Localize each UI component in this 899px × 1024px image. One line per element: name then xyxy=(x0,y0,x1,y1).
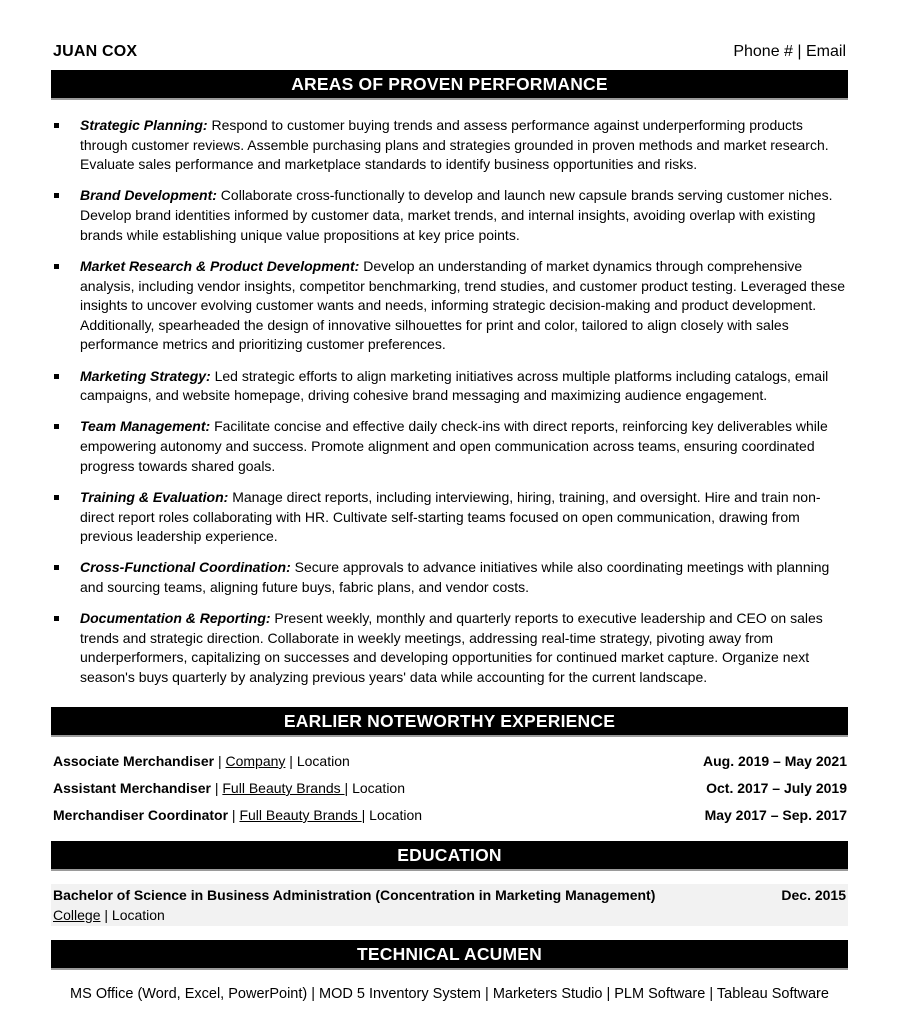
job-title: Merchandiser Coordinator xyxy=(53,807,229,823)
experience-row: Merchandiser Coordinator | Full Beauty Brands | Location May 2017 – Sep. 2017 xyxy=(53,807,847,823)
area-text: Develop an understanding of market dynamics through comprehensive analysis, including vendor insights, competitor benchmarking, trend studies, and customer product testing. Leveraged these insights to uncover evolving customer wants and needs, informing strategic decision-making and product development. Additionally, spearheaded the design of innovative silhouettes for print and color, tailored to align closely with sales performance metrics and prioritizing customer preferences. xyxy=(80,257,845,353)
list-item xyxy=(53,257,849,355)
header xyxy=(53,43,846,65)
area-text: Collaborate cross-functionally to develop and launch new capsule brands serving customer niches. Develop brand identities informed by customer data, market trends, and internal insights, avoiding overlap with existing brands while establishing unique value propositions at key price points. xyxy=(80,187,833,243)
candidate-name: JUAN COX xyxy=(53,43,138,60)
area-label: Cross-Functional Coordination: xyxy=(80,559,291,576)
area-text: Led strategic efforts to align marketing initiatives across multiple platforms including catalogs, email campaigns, and website homepage, driving cohesive brand messaging and maximizing audience engagement. xyxy=(80,367,829,404)
list-item xyxy=(53,367,849,406)
area-text: Secure approvals to advance initiatives while also coordinating meetings with planning and sourcing teams, aligning future buys, fabric plans, and vendor costs. xyxy=(80,559,830,595)
area-label: Training & Evaluation: xyxy=(80,488,229,505)
experience-list xyxy=(53,752,847,833)
list-item xyxy=(53,609,849,687)
section-heading-experience: EARLIER NOTEWORTHY EXPERIENCE xyxy=(51,707,848,737)
job-dates: Oct. 2017 – July 2019 xyxy=(706,780,847,796)
area-label: Market Research & Product Development: xyxy=(80,257,360,274)
bullet-square-icon xyxy=(54,424,59,429)
job-dates: May 2017 – Sep. 2017 xyxy=(704,807,847,823)
company-link[interactable]: Full Beauty Brands xyxy=(239,807,362,823)
area-text: Present weekly, monthly and quarterly reports to executive leadership and CEO on sales trends and strategic direction. Collaborate in weekly meetings, addressing real-time strategy, pivoting away from underperformers, capitalizing on successes and developing opportunities for continued market capture. Organize next season's buys quarterly by analyzing previous years' data while accounting for the current landscape. xyxy=(80,610,823,686)
contact-info: Phone # | Email xyxy=(733,43,846,60)
degree: Bachelor of Science in Business Administration (Concentration in Marketing Management) xyxy=(53,887,656,903)
area-label: Brand Development: xyxy=(80,187,217,204)
technical-skills: MS Office (Word, Excel, PowerPoint) | MOD 5 Inventory System | Marketers Studio | PLM Software | Tableau Software xyxy=(70,986,829,1002)
job-title: Associate Merchandiser xyxy=(53,753,215,769)
bullet-square-icon xyxy=(54,374,59,379)
bullet-square-icon xyxy=(54,123,59,128)
company-link[interactable]: Full Beauty Brands xyxy=(222,780,345,796)
school-link[interactable]: College xyxy=(53,907,101,923)
area-text: Manage direct reports, including interviewing, hiring, training, and oversight. Hire and train non-direct report roles collaborating with HR. Cultivate self-starting teams focused on open communication, drawing from previous leadership experience. xyxy=(80,488,821,545)
section-heading-technical: TECHNICAL ACUMEN xyxy=(51,940,848,970)
area-label: Team Management: xyxy=(80,418,211,435)
education-entry: Bachelor of Science in Business Administration (Concentration in Marketing Management) Dec. 2015 College | Location xyxy=(51,884,848,926)
list-item xyxy=(53,488,849,547)
section-heading-education: EDUCATION xyxy=(51,841,848,871)
job-location: Location xyxy=(352,780,406,796)
job-dates: Aug. 2019 – May 2021 xyxy=(703,753,847,769)
job-location: Location xyxy=(296,753,350,769)
section-heading-areas: AREAS OF PROVEN PERFORMANCE xyxy=(51,70,848,100)
list-item xyxy=(53,417,849,476)
job-title: Assistant Merchandiser xyxy=(53,780,211,796)
areas-list xyxy=(53,116,849,699)
list-item xyxy=(53,116,849,175)
graduation-date: Dec. 2015 xyxy=(781,887,846,903)
area-label: Strategic Planning: xyxy=(80,117,208,133)
experience-row: Assistant Merchandiser | Full Beauty Brands | Location Oct. 2017 – July 2019 xyxy=(53,780,847,796)
area-text: Respond to customer buying trends and assess performance against underperforming products through customer reviews. Assemble purchasing plans and strategies grounded in proven methods and market research. Evaluate sales performance and marketplace standards to identify business opportunities and risks. xyxy=(80,117,829,173)
area-text: Facilitate concise and effective daily check-ins with direct reports, reinforcing key deliverables while empowering autonomy and success. Promote alignment and open communication across teams, ensuring coordinated progress towards shared goals. xyxy=(80,418,828,474)
bullet-square-icon xyxy=(54,495,59,500)
area-label: Documentation & Reporting: xyxy=(80,610,271,627)
company-link[interactable]: Company xyxy=(225,753,286,769)
list-item xyxy=(53,558,849,597)
experience-row: Associate Merchandiser | Company | Location Aug. 2019 – May 2021 xyxy=(53,753,847,769)
bullet-square-icon xyxy=(54,264,59,269)
bullet-square-icon xyxy=(54,193,59,198)
area-label: Marketing Strategy: xyxy=(80,367,211,384)
bullet-square-icon xyxy=(54,616,59,621)
job-location: Location xyxy=(369,807,423,823)
bullet-square-icon xyxy=(54,565,59,570)
school-location: Location xyxy=(111,907,165,923)
list-item xyxy=(53,186,849,245)
